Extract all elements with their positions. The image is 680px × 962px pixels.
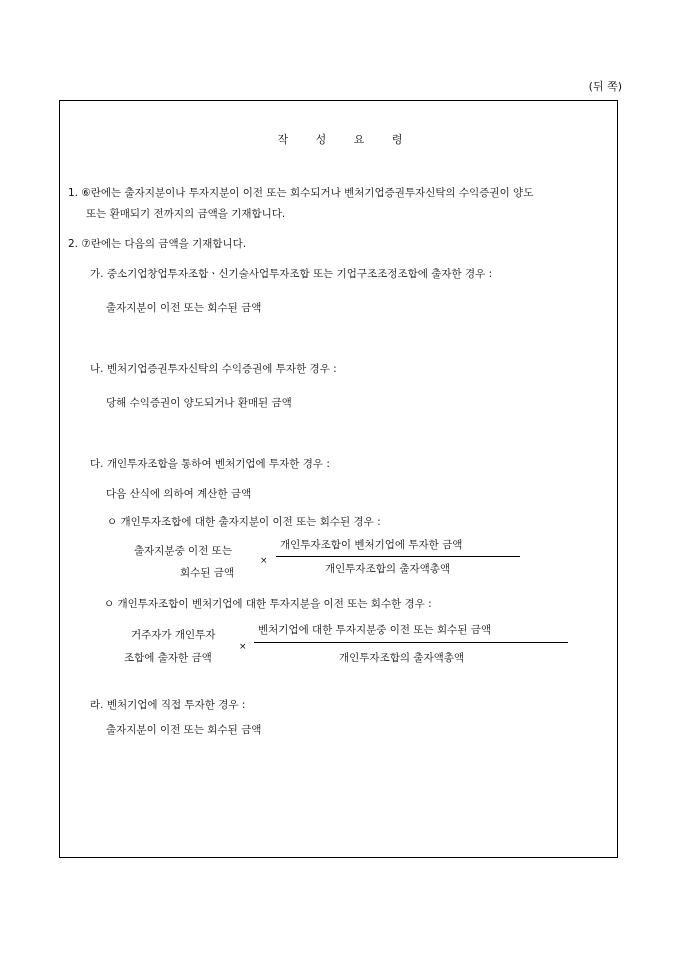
formula-2-times-sign: × [239,642,247,652]
formula-2-fraction-bar [254,642,568,643]
formula-1-left-line-1: 출자지분중 이전 또는 [134,545,232,557]
formula-2-numerator: 벤처기업에 대한 투자지분중 이전 또는 회수된 금액 [258,624,492,636]
section-da-bullet-1: ㅇ 개인투자조합에 대한 출자지분이 이전 또는 회수된 경우 : [107,516,381,528]
formula-2-left-line-1: 거주자가 개인투자 [131,629,216,641]
formula-1-numerator: 개인투자조합이 벤처기업에 투자한 금액 [280,539,463,551]
section-da-heading: 다. 개인투자조합을 통하여 벤처기업에 투자한 경우 : [90,458,330,470]
formula-1-times-sign: × [260,556,268,566]
formula-2-denominator: 개인투자조합의 출자액총액 [339,652,465,664]
formula-2-left-line-2: 조합에 출자한 금액 [124,652,212,664]
section-ra-heading: 라. 벤처기업에 직접 투자한 경우 : [90,699,246,711]
section-ra-body: 출자지분이 이전 또는 회수된 금액 [106,724,262,736]
section-ga-heading: 가. 중소기업창업투자조합ㆍ신기술사업투자조합 또는 기업구조조정조합에 출자한 경우 : [90,268,493,280]
section-na-body: 당해 수익증권이 양도되거나 환매된 금액 [106,397,292,409]
formula-1-denominator: 개인투자조합의 출자액총액 [325,563,451,575]
section-na-heading: 나. 벤처기업증권투자신탁의 수익증권에 투자한 경우 : [90,363,337,375]
page-side-label: (뒤 쪽) [588,80,622,93]
formula-1-left-line-2: 회수된 금액 [180,567,235,579]
item-2-line-1: 2. ⑦란에는 다음의 금액을 기재합니다. [68,238,247,250]
instructions-title: 작 성 요 령 [277,133,415,146]
item-1-line-2: 또는 환매되기 전까지의 금액을 기재합니다. [86,208,286,220]
item-1-line-1: 1. ⑥란에는 출자지분이나 투자지분이 이전 또는 회수되거나 벤처기업증권투자신탁의 수익증권이 양도 [68,187,534,199]
section-ga-body: 출자지분이 이전 또는 회수된 금액 [106,302,262,314]
section-da-bullet-2: ㅇ 개인투자조합이 벤처기업에 대한 투자지분을 이전 또는 회수한 경우 : [104,598,432,610]
section-da-body: 다음 산식에 의하여 계산한 금액 [106,488,252,500]
formula-1-fraction-bar [276,556,520,557]
